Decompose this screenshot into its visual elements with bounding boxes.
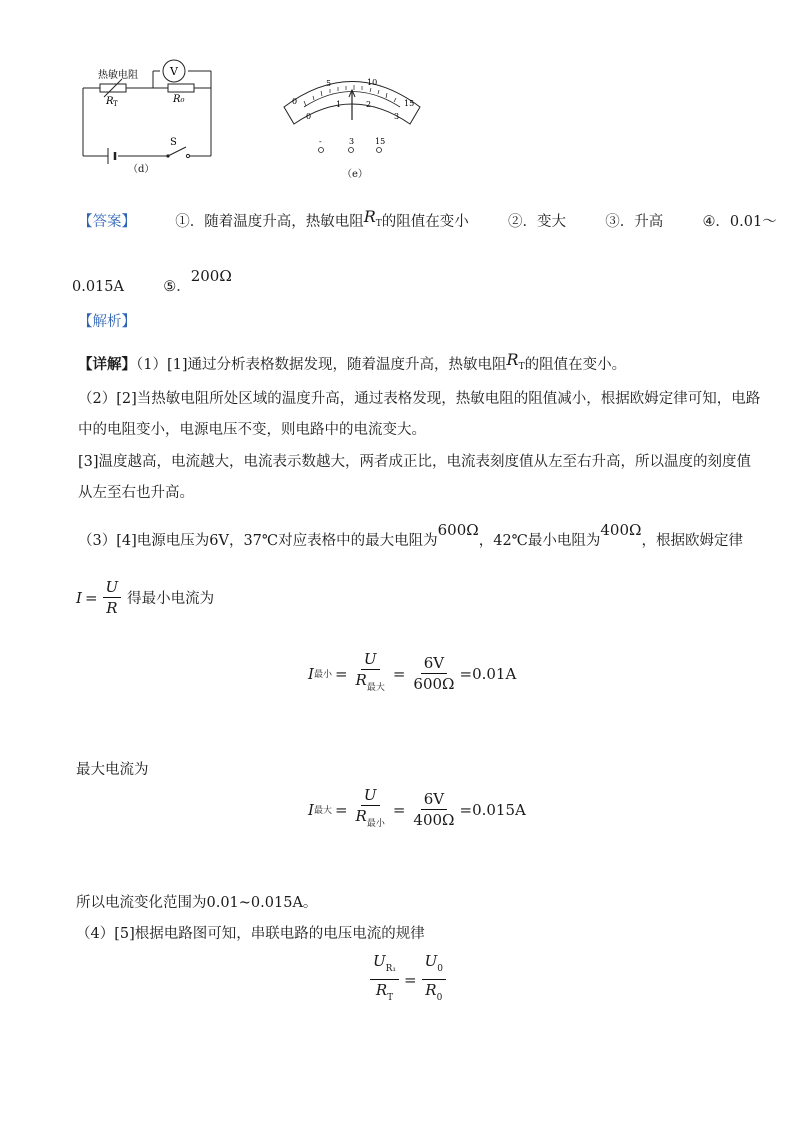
answer-5-prefix: ⑤． (163, 279, 191, 295)
answer-3: ③．升高 (605, 214, 664, 230)
eq2-lhs: I (308, 800, 314, 819)
p4-line (78, 520, 743, 551)
eq2-lhs-sub: 最大 (313, 806, 332, 816)
dial-top-tick: 5 (326, 79, 332, 88)
eq1-den-1-sub: 最大 (366, 683, 385, 693)
equation-min-current: I 最小 = $\frac{U}{R_{最大}}$ = $\frac{6V}{600\Omega}$ =0.01A (308, 650, 516, 697)
detail-label: 【详解】 (78, 356, 136, 373)
max-current-label: 最大电流为 (76, 762, 149, 778)
switch-label: S (170, 137, 177, 148)
ohm-fraction (103, 578, 122, 617)
p1-subscript: T (518, 362, 525, 372)
eq1-lhs-sub: 最小 (313, 670, 332, 680)
dial-top-tick: 0 (292, 97, 298, 106)
eq3-num-1: U (373, 952, 386, 970)
eq3-num-1-sub: R₁ (385, 964, 397, 974)
p3-line-2: 从左至右也升高。 (78, 485, 194, 501)
ohm-i: I (76, 588, 82, 607)
p1-tail: 的阻值在变小。 (524, 357, 627, 373)
eq2-num-2: 6V (421, 790, 447, 810)
ohm-text: 得最小电流为 (127, 591, 215, 607)
terminal-label: 3 (349, 137, 355, 146)
eq2-fraction-2 (410, 790, 457, 829)
p2-line-2: 中的电阻变小，电源电压不变，则电路中的电流变大。 (78, 422, 426, 438)
thermistor-label: 热敏电阻 (98, 70, 138, 81)
r0-label: R₀ (173, 94, 185, 105)
eq3-num-2-sub: 0 (437, 964, 444, 974)
rt-subscript: T (113, 100, 118, 108)
range-text: 所以电流变化范围为0.01~0.015A。 (76, 895, 318, 911)
eq1-num-2: 6V (421, 654, 447, 674)
p4-text-2: ，42℃最小电阻为 (478, 533, 601, 549)
eq2-result: =0.015A (459, 800, 526, 819)
eq1-den-1: R (355, 671, 367, 689)
answer-1-text: ①．随着温度升高，热敏电阻 (175, 214, 364, 230)
p5-text: （4）[5]根据电路图可知，串联电路的电压电流的规律 (76, 926, 425, 942)
figure-d-caption: （d） (128, 164, 155, 175)
p1-text: （1）[1]通过分析表格数据发现，随着温度升高，热敏电阻 (136, 357, 507, 373)
analysis-label: 【解析】 (78, 314, 136, 330)
p4-r-min: 400Ω (600, 521, 642, 539)
answer-5-value: 200Ω (190, 267, 232, 285)
ohm-denominator: R (106, 599, 118, 617)
p4-text-3: ，根据欧姆定律 (641, 533, 743, 549)
answer-line (78, 207, 777, 234)
eq2-fraction-1 (353, 786, 388, 833)
ohm-law-line: I = $\frac{U}{R}$ 得最小电流为 (76, 578, 215, 617)
eq3-fraction-2 (422, 952, 446, 1007)
equation-max-current: I 最大 = $\frac{U}{R_{最小}}$ = $\frac{6V}{400\Omega}$ =0.015A (308, 786, 526, 833)
eq3-den-2-sub: 0 (436, 993, 443, 1003)
rt-label: R (106, 96, 114, 107)
eq1-fraction-1 (353, 650, 388, 697)
dial-top-tick: 15 (404, 99, 415, 108)
dial-bottom-tick: 2 (366, 100, 372, 109)
dial-bottom-tick: 3 (394, 112, 400, 121)
answer-1-subscript: T (375, 219, 382, 229)
figure-e-caption: （e） (342, 169, 368, 180)
eq1-den-2: 600Ω (413, 675, 455, 693)
answer-2: ②．变大 (508, 214, 566, 230)
eq3-num-2: U (424, 952, 438, 970)
eq2-den-1: R (355, 807, 367, 825)
answer-4-part2: 0.015A (72, 279, 124, 295)
p4-r-max: 600Ω (437, 521, 479, 539)
ohm-numerator: U (103, 578, 122, 598)
eq2-num-1: U (361, 786, 380, 806)
dial-bottom-tick: 0 (306, 112, 312, 121)
terminal-label: 15 (375, 137, 386, 146)
answer-1-tail: 的阻值在变小 (381, 214, 469, 230)
answer-1-symbol: R (363, 207, 376, 226)
eq1-result: =0.01A (459, 664, 517, 683)
eq1-num-1: U (361, 650, 380, 670)
answer-4-part1: ④．0.01～ (702, 214, 777, 230)
eq3-den-1-sub: T (387, 993, 394, 1003)
answer-label: 【答案】 (78, 214, 136, 230)
voltmeter-label: V (170, 65, 178, 78)
p1-symbol: R (506, 350, 519, 369)
voltmeter-dial (278, 62, 426, 162)
equation-ratio: $\frac{U_{R_1}}{R_T}$ = $\frac{U_0}{R_0}$ (368, 952, 448, 1007)
eq2-den-2: 400Ω (413, 811, 455, 829)
eq3-fraction-1 (370, 952, 399, 1007)
dial-bottom-tick: 1 (336, 100, 342, 109)
p2-line-1: （2）[2]当热敏电阻所处区域的温度升高，通过表格发现，热敏电阻的阻值减小，根据欧姆定律可知，电路 (78, 391, 761, 407)
terminal-label: - (319, 137, 322, 146)
p4-text-1: （3）[4]电源电压为6V，37℃对应表格中的最大电阻为 (78, 533, 438, 549)
eq3-den-2: R (425, 981, 437, 999)
eq1-fraction-2 (410, 654, 457, 693)
eq3-den-1: R (375, 981, 388, 999)
eq1-lhs: I (308, 664, 314, 683)
p3-line-1: [3]温度越高，电流越大，电流表示数越大，两者成正比，电流表刻度值从左至右升高，所以温度的刻度值 (78, 454, 752, 470)
eq2-den-1-sub: 最小 (366, 819, 385, 829)
detail-paragraph-1 (78, 350, 626, 377)
answer-line-2 (72, 266, 232, 297)
dial-top-tick: 10 (367, 78, 378, 87)
